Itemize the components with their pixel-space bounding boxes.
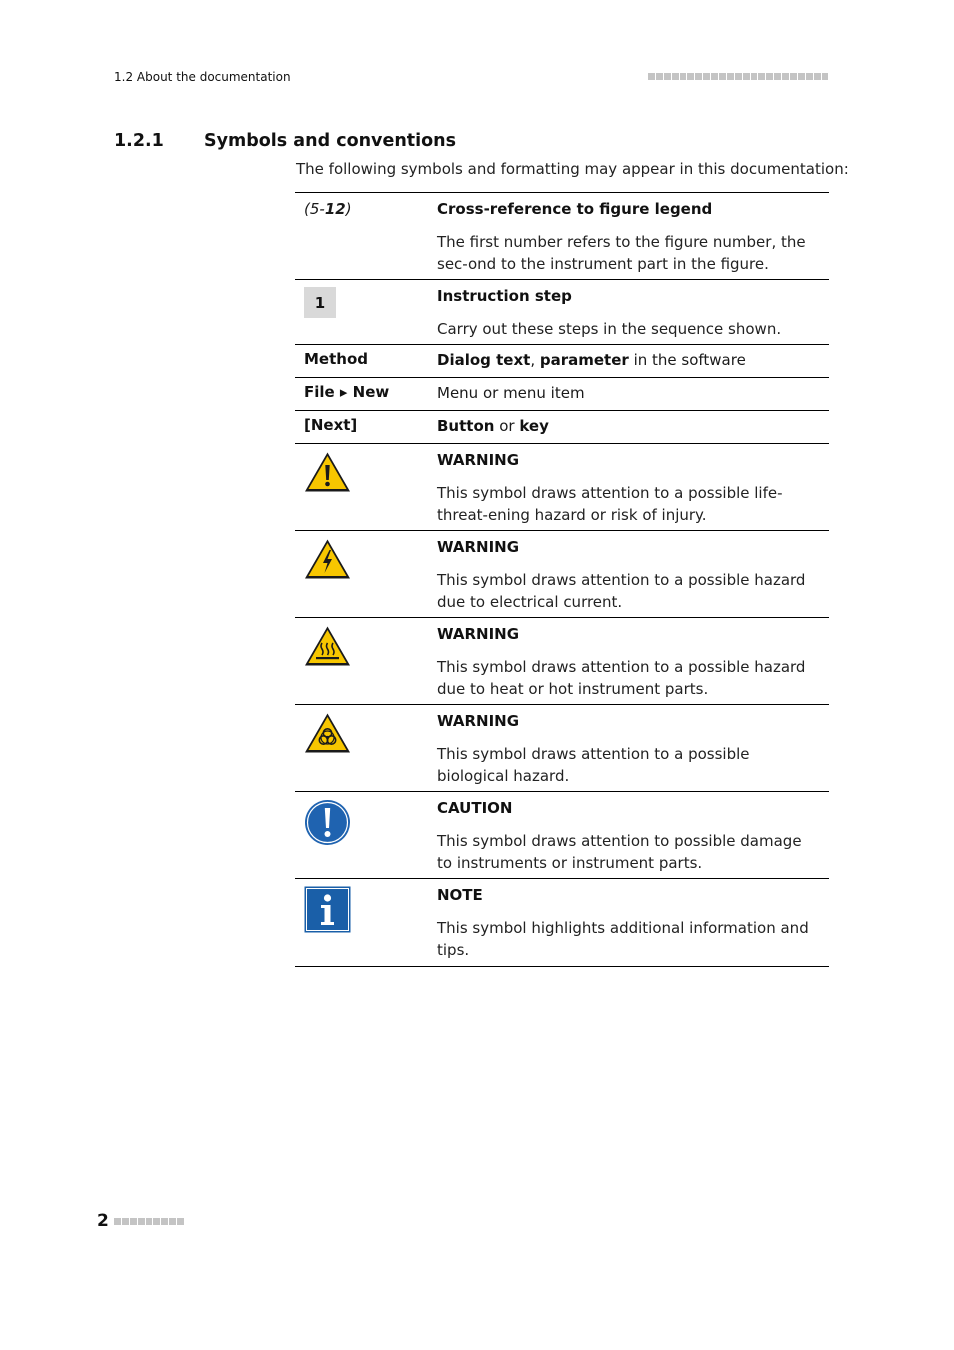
button-desc: Button or key bbox=[437, 417, 549, 435]
row-title: Instruction step bbox=[437, 287, 572, 305]
warning-exclamation-icon bbox=[304, 451, 437, 493]
menu-desc: Menu or menu item bbox=[437, 384, 585, 402]
step-number-box: 1 bbox=[304, 287, 336, 318]
header-decoration bbox=[648, 73, 828, 80]
row-body: This symbol draws attention to possible damage to instruments or instrument parts. bbox=[437, 831, 802, 872]
menu-symbol: File ▸ New bbox=[304, 383, 390, 401]
table-row bbox=[295, 879, 829, 967]
footer-decoration bbox=[114, 1218, 184, 1225]
section-number: 1.2.1 bbox=[114, 131, 164, 151]
page-number: 2 bbox=[97, 1211, 109, 1231]
hot-surface-icon bbox=[304, 625, 437, 667]
biohazard-icon bbox=[304, 712, 437, 754]
method-symbol: Method bbox=[304, 350, 368, 368]
table-row bbox=[295, 345, 829, 378]
row-body: Carry out these steps in the sequence shown. bbox=[437, 319, 782, 338]
row-title: WARNING bbox=[437, 712, 520, 730]
section-heading bbox=[114, 131, 456, 151]
table-row bbox=[295, 378, 829, 411]
row-title: CAUTION bbox=[437, 799, 513, 817]
row-title: NOTE bbox=[437, 886, 483, 904]
row-body: This symbol draws attention to a possible biological hazard. bbox=[437, 744, 750, 785]
table-row bbox=[295, 444, 829, 531]
row-title: Cross-reference to figure legend bbox=[437, 200, 713, 218]
table-row bbox=[295, 531, 829, 618]
row-title: WARNING bbox=[437, 451, 520, 469]
method-desc: Dialog text, parameter in the software bbox=[437, 351, 746, 369]
row-body: The first number refers to the figure number, the sec-ond to the instrument part in the figure. bbox=[437, 232, 806, 273]
table-row bbox=[295, 705, 829, 792]
running-head: 1.2 About the documentation bbox=[114, 70, 291, 84]
table-row bbox=[295, 618, 829, 705]
table-row bbox=[295, 792, 829, 879]
table-row bbox=[295, 280, 829, 345]
button-symbol: [Next] bbox=[304, 416, 358, 434]
row-body: This symbol draws attention to a possible life-threat-ening hazard or risk of injury. bbox=[437, 483, 783, 524]
intro-text: The following symbols and formatting may appear in this documentation: bbox=[296, 160, 849, 178]
info-icon bbox=[304, 886, 437, 933]
xref-symbol: (5-12) bbox=[304, 200, 352, 218]
row-title: WARNING bbox=[437, 625, 520, 643]
caution-exclamation-icon bbox=[304, 799, 437, 846]
row-body: This symbol highlights additional information and tips. bbox=[437, 918, 809, 959]
table-row bbox=[295, 193, 829, 280]
electric-hazard-icon bbox=[304, 538, 437, 580]
conventions-table bbox=[295, 192, 829, 967]
section-title: Symbols and conventions bbox=[204, 131, 457, 151]
row-body: This symbol draws attention to a possible hazard due to heat or hot instrument parts. bbox=[437, 657, 806, 698]
table-row bbox=[295, 411, 829, 444]
row-body: This symbol draws attention to a possible hazard due to electrical current. bbox=[437, 570, 806, 611]
row-title: WARNING bbox=[437, 538, 520, 556]
